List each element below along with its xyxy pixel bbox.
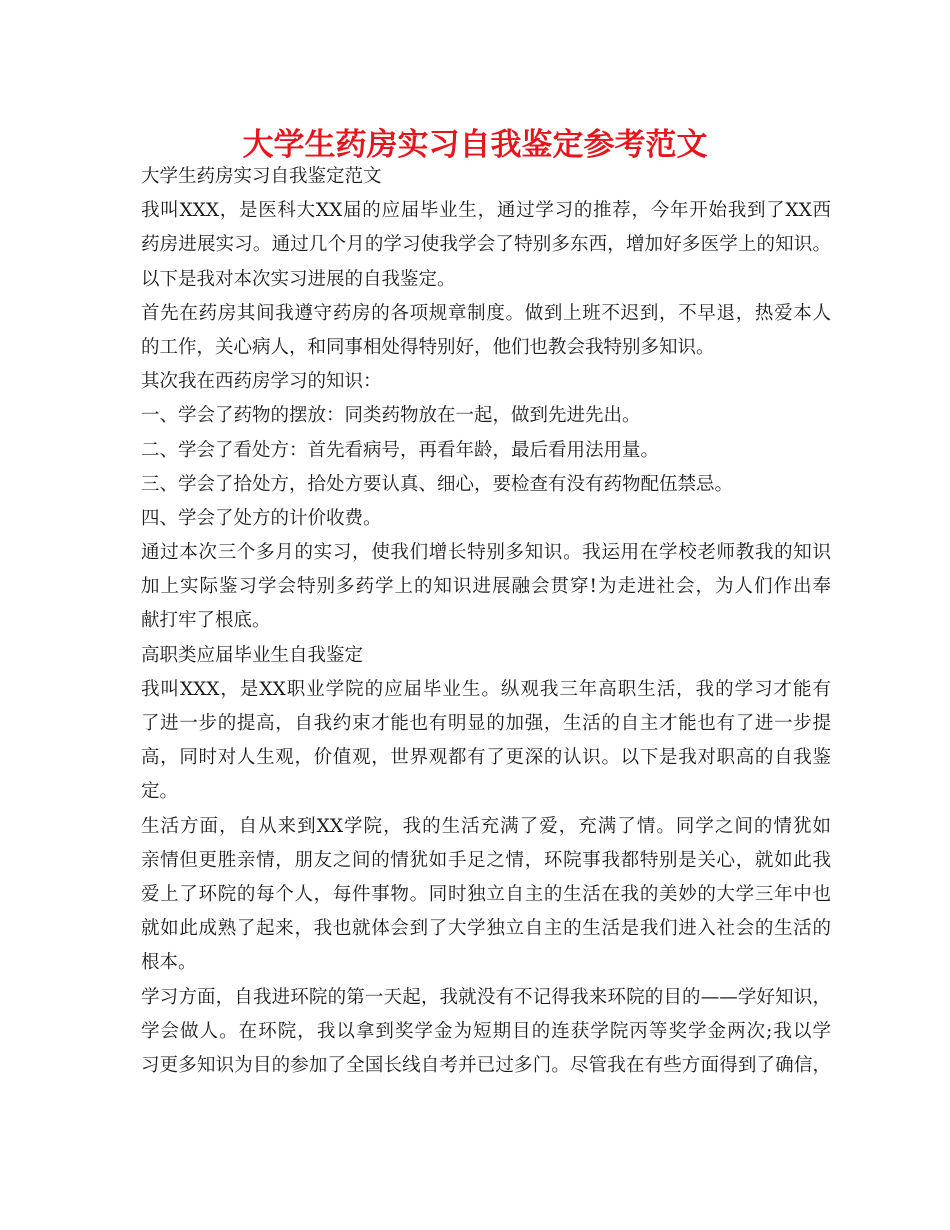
document-body	[141, 160, 831, 1083]
text-line: 学会做人。在环院，我以拿到奖学金为短期目的连获学院丙等奖学金两次;我以学	[141, 1020, 831, 1042]
text-line: 首先在药房其间我遵守药房的各项规章制度。做到上班不迟到，不早退，热爱本人	[141, 302, 831, 324]
text-line: 爱上了环院的每个人，每件事物。同时独立自主的生活在我的美妙的大学三年中也	[141, 883, 831, 905]
text-line: 加上实际鉴习学会特别多药学上的知识进展融会贯穿!为走进社会，为人们作出奉	[141, 576, 831, 598]
text-line: 生活方面，自从来到XX学院，我的生活充满了爱，充满了情。同学之间的情犹如	[141, 815, 831, 837]
text-line: 亲情但更胜亲情，朋友之间的情犹如手足之情，环院事我都特别是关心，就如此我	[141, 849, 831, 871]
text-line: 其次我在西药房学习的知识：	[141, 371, 382, 393]
text-line: 根本。	[141, 952, 197, 974]
text-line: 就如此成熟了起来，我也就体会到了大学独立自主的生活是我们进入社会的生活的	[141, 918, 831, 940]
text-line: 一、学会了药物的摆放：同类药物放在一起，做到先进先出。	[141, 405, 641, 427]
text-line: 献打牢了根底。	[141, 610, 271, 632]
text-line: 四、学会了处方的计价收费。	[141, 507, 382, 529]
text-line: 学习方面，自我进环院的第一天起，我就没有不记得我来环院的目的——学好知识，	[141, 986, 831, 1008]
text-line: 的工作，关心病人，和同事相处得特别好，他们也教会我特别多知识。	[141, 336, 715, 358]
text-line: 我叫XXX，是医科大XX届的应届毕业生，通过学习的推荐，今年开始我到了XX西	[141, 200, 831, 222]
text-line: 高职类应届毕业生自我鉴定	[141, 644, 364, 666]
text-line: 药房进展实习。通过几个月的学习使我学会了特别多东西，增加好多医学上的知识。	[141, 234, 831, 256]
text-line: 以下是我对本次实习进展的自我鉴定。	[141, 268, 456, 290]
text-line: 通过本次三个多月的实习，使我们增长特别多知识。我运用在学校老师教我的知识	[141, 542, 831, 564]
document-title: 大学生药房实习自我鉴定参考范文	[242, 127, 708, 163]
text-line: 二、学会了看处方：首先看病号，再看年龄，最后看用法用量。	[141, 439, 660, 461]
text-line: 了进一步的提高，自我约束才能也有明显的加强，生活的自主才能也有了进一步提	[141, 713, 831, 734]
text-line: 大学生药房实习自我鉴定范文	[141, 166, 382, 187]
text-line: 习更多知识为目的参加了全国长线自考并已过多门。尽管我在有些方面得到了确信，	[141, 1054, 831, 1076]
text-line: 三、学会了拾处方，拾处方要认真、细心，要检查有没有药物配伍禁忌。	[141, 473, 734, 495]
text-line: 我叫XXX，是XX职业学院的应届毕业生。纵观我三年高职生活，我的学习才能有	[141, 678, 831, 700]
text-line: 高，同时对人生观，价值观，世界观都有了更深的认识。以下是我对职高的自我鉴	[141, 747, 831, 769]
text-line: 定。	[141, 781, 179, 803]
